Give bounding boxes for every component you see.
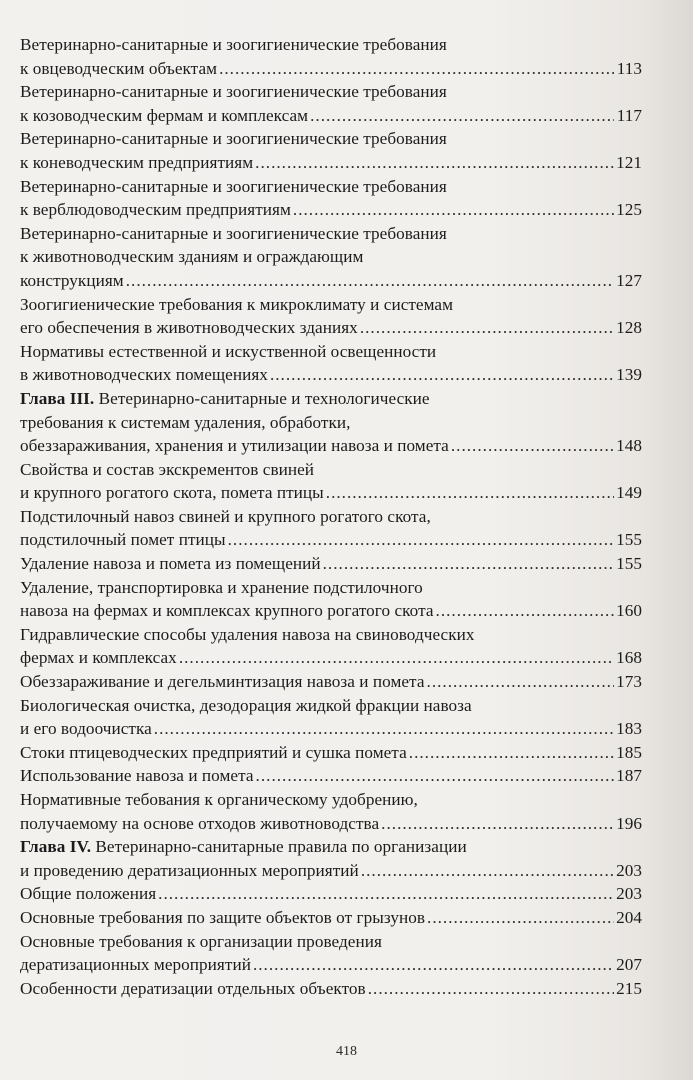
toc-entry-last-line [20,812,642,836]
dot-leader [158,882,614,906]
toc-page-number[interactable]: 203 [616,884,642,904]
dot-leader [255,151,614,175]
toc-entry-last-line [20,764,642,788]
dot-leader [409,741,614,765]
toc-page-number[interactable]: 207 [616,955,642,975]
toc-entry-text: его обеспечения в животноводческих зданиях [20,318,358,338]
toc-entry-last-line [20,151,642,175]
toc-entry-last-line [20,481,642,505]
dot-leader [451,434,614,458]
toc-entry [20,694,642,741]
toc-page-number[interactable]: 196 [616,813,642,833]
toc-entry [20,340,642,387]
dot-leader [126,269,614,293]
toc-entry-text: к коневодческим предприятиям [20,152,254,172]
toc-entry [20,458,642,505]
dot-leader [427,906,614,930]
toc-entry-title [20,552,321,576]
toc-entry-title [20,764,254,788]
toc-entry [20,623,642,670]
toc-page-number[interactable]: 121 [616,152,642,172]
dot-leader [179,646,614,670]
toc-entry-title [20,434,449,458]
toc-entry-line [20,835,642,859]
toc-entry-last-line [20,646,642,670]
toc-entry [20,175,642,222]
toc-entry-text: Стоки птицеводческих предприятий и сушка помета [20,742,407,762]
toc-entry [20,80,642,127]
chapter-label: Глава IV. [20,837,92,857]
toc-entry-title [20,316,358,340]
toc-page-number[interactable]: 139 [616,365,642,385]
toc-entry-title [20,906,425,930]
toc-entry-last-line [20,57,642,81]
toc-entry [20,977,642,1001]
toc-entry-text: получаемому на основе отходов животноводства [20,813,380,833]
toc-page-number[interactable]: 117 [616,105,642,125]
toc-entry [20,222,642,293]
toc-page-number[interactable]: 168 [616,648,642,668]
toc-entry-last-line [20,528,642,552]
toc-entry-last-line [20,552,642,576]
toc-entry-title [20,57,217,81]
dot-leader [310,104,614,128]
toc-entry-title [20,104,308,128]
toc-entry-last-line [20,599,642,623]
dot-leader [436,599,614,623]
toc-entry-line: Ветеринарно-санитарные и зоогигиенические требования [20,176,447,196]
toc-entry-title [20,646,177,670]
toc-entry [20,33,642,80]
dot-leader [381,812,614,836]
toc-entry-text: и проведению дератизационных мероприятий [20,860,359,880]
toc-entry-last-line [20,882,642,906]
dot-leader [368,977,614,1001]
toc-entry [20,906,642,930]
toc-entry-line: Ветеринарно-санитарные и зоогигиенические требования [20,129,447,149]
toc-entry-text: Использование навоза и помета [20,766,254,786]
toc-entry-title [20,528,226,552]
toc-page-number[interactable]: 155 [616,530,642,550]
toc-entry-text: в животноводческих помещениях [20,365,268,385]
toc-entry-title [20,882,156,906]
toc-entry-line: Свойства и состав экскрементов свиней [20,459,315,479]
toc-page-number[interactable]: 204 [616,907,642,927]
toc-entry-text: дератизационных мероприятий [20,955,251,975]
toc-entry-last-line [20,717,642,741]
toc-entry-title [20,741,407,765]
toc-page-number[interactable]: 128 [616,318,642,338]
toc-entry-text: Обеззараживание и дегельминтизация навоза и помета [20,672,425,692]
toc-entry-last-line [20,953,642,977]
toc-entry-last-line [20,316,642,340]
dot-leader [323,552,614,576]
dot-leader [360,316,614,340]
toc-entry [20,764,642,788]
toc-entry [20,930,642,977]
toc-page-number[interactable]: 215 [616,978,642,998]
toc-page-number[interactable]: 155 [616,554,642,574]
toc-entry [20,576,642,623]
dot-leader [253,953,614,977]
toc-entry-last-line [20,977,642,1001]
page-number: 418 [336,1044,357,1059]
toc-page-number[interactable]: 173 [616,672,642,692]
toc-entry-title [20,977,366,1001]
toc-entry [20,505,642,552]
toc-entry-last-line [20,269,642,293]
toc-entry-text: Ветеринарно-санитарные и технологические [98,388,430,408]
toc-entry [20,670,642,694]
toc-entry [20,552,642,576]
toc-entry-title [20,269,124,293]
dot-leader [219,57,614,81]
toc-page-number[interactable]: 187 [616,766,642,786]
toc-entry [20,882,642,906]
chapter-label: Глава III. [20,388,95,408]
toc-page-number[interactable]: 127 [616,270,642,290]
toc-entry-text: к верблюдоводческим предприятиям [20,200,291,220]
dot-leader [154,717,614,741]
dot-leader [427,670,614,694]
toc-entry-title [20,363,268,387]
toc-page-number[interactable]: 185 [616,742,642,762]
toc-entry-text: Основные требования по защите объектов от грызунов [20,907,426,927]
table-of-contents [20,33,642,1000]
toc-entry-line: к животноводческим зданиям и ограждающим [20,247,364,267]
toc-entry-title [20,717,152,741]
toc-entry-line [20,387,642,411]
toc-entry-text: Удаление навоза и помета из помещений [20,554,321,574]
toc-entry-text: фермах и комплексах [20,648,177,668]
toc-entry-last-line [20,906,642,930]
dot-leader [256,764,614,788]
toc-entry-text: к овцеводческим объектам [20,58,218,78]
toc-entry-line: требования к системам удаления, обработки, [20,412,351,432]
toc-entry-line: Гидравлические способы удаления навоза на свиноводческих [20,624,475,644]
toc-entry-text: Ветеринарно-санитарные правила по организации [95,837,467,857]
dot-leader [361,859,614,883]
toc-entry-title [20,599,434,623]
toc-entry-last-line [20,741,642,765]
toc-page-number[interactable]: 148 [616,436,642,456]
toc-entry [20,127,642,174]
toc-entry-text: подстилочный помет птицы [20,530,226,550]
toc-entry [20,835,642,882]
toc-entry-line: Биологическая очистка, дезодорация жидкой фракции навоза [20,695,472,715]
toc-entry-line: Удаление, транспортировка и хранение подстилочного [20,577,423,597]
toc-entry-line: Ветеринарно-санитарные и зоогигиенические требования [20,82,447,102]
toc-entry-title [20,859,359,883]
toc-page-number[interactable]: 203 [616,860,642,880]
toc-entry-text: к козоводческим фермам и комплексам [20,105,309,125]
dot-leader [293,198,614,222]
dot-leader [228,528,614,552]
toc-page-number[interactable]: 149 [616,483,642,503]
toc-entry-title [20,198,291,222]
toc-entry-line: Нормативы естественной и искуственной освещенности [20,341,437,361]
toc-entry-line: Ветеринарно-санитарные и зоогигиенические требования [20,223,447,243]
toc-entry-title [20,670,425,694]
toc-entry-text: и его водоочистка [20,719,152,739]
toc-page-number[interactable]: 160 [616,601,642,621]
toc-entry-text: и крупного рогатого скота, помета птицы [20,483,324,503]
toc-entry-line: Зоогигиенические требования к микроклимату и системам [20,294,454,314]
toc-entry-line: Нормативные тебования к органическому удобрению, [20,790,418,809]
toc-entry [20,788,642,835]
toc-entry-text: Особенности дератизации отдельных объектов [20,978,366,998]
toc-entry [20,293,642,340]
toc-page-number[interactable]: 113 [616,58,642,78]
toc-entry-last-line [20,859,642,883]
toc-entry-title [20,812,379,836]
toc-entry-text: навоза на фермах и комплексах крупного рогатого скота [20,601,434,621]
dot-leader [270,363,614,387]
toc-entry-last-line [20,363,642,387]
toc-entry-last-line [20,198,642,222]
toc-entry-title [20,953,251,977]
toc-entry-last-line [20,670,642,694]
toc-entry [20,387,642,458]
toc-page-number[interactable]: 183 [616,719,642,739]
toc-entry-line: Ветеринарно-санитарные и зоогигиенические требования [20,35,447,54]
toc-entry-title [20,151,253,175]
toc-entry [20,741,642,765]
toc-entry-text: обеззараживания, хранения и утилизации навоза и помета [20,436,449,456]
toc-page-number[interactable]: 125 [616,200,642,220]
toc-entry-text: Общие положения [20,884,157,904]
toc-entry-text: конструкциям [20,270,124,290]
toc-entry-title [20,481,324,505]
dot-leader [326,481,614,505]
toc-entry-last-line [20,434,642,458]
toc-entry-line: Подстилочный навоз свиней и крупного рогатого скота, [20,506,431,526]
toc-entry-last-line [20,104,642,128]
toc-entry-line: Основные требования к организации проведения [20,931,382,951]
